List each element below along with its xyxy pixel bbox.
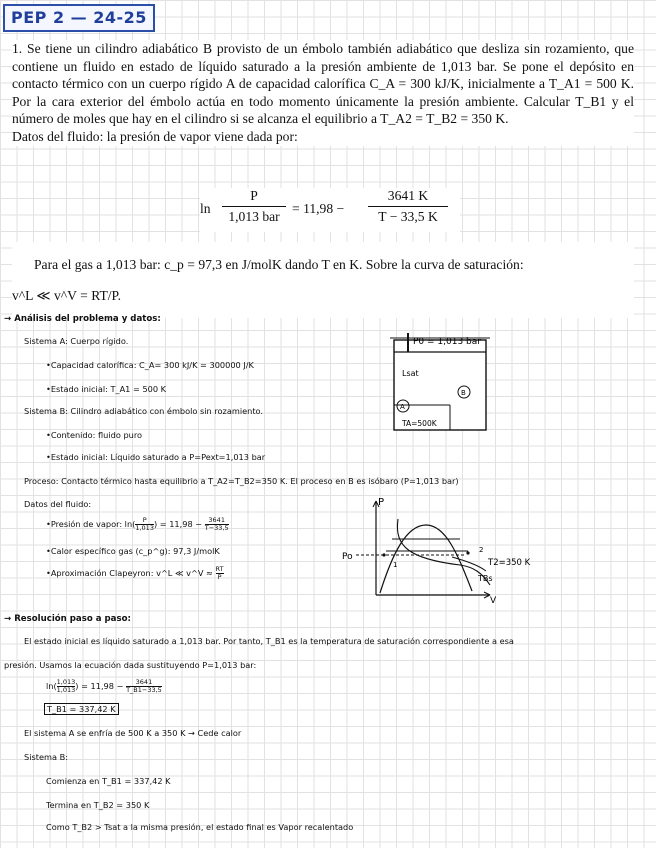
problem-paragraph-1: 1. Se tiene un cilindro adiabático B provisto de un émbolo también adiabático que desliza sin rozamiento, que contiene un fluido en estado de líquido saturado a la presión ambiente de 1,013 bar. Se pone el depósito en contacto térmico con un cuerpo rígido A de capacidad calorífica C_A = 300 kJ/K, inicialmente a T_A1 = 500 K. Por la cara exterior del émbolo actúa en todo momento únicamente la presión ambiente. Calcular T_B1 y el número de moles que hay en el cilindro si se alcanza el equilibrio a T_A2 = T_B2 = 350 K. (12, 41, 634, 127)
problem-paragraph-4: v^L ≪ v^V = RT/P. (12, 287, 121, 303)
isotherm-t2 (397, 519, 490, 585)
clap-frac (216, 566, 224, 581)
vapor-pressure-formula (200, 188, 460, 232)
cp-note: •Calor específico gas (c_p^g): 97,3 J/molK (46, 546, 220, 556)
resolution-heading: → Resolución paso a paso: (4, 614, 131, 624)
vapor-frac-2-den: T−33,5 (204, 524, 229, 532)
problem-statement-2 (12, 242, 634, 318)
tbs-label: TBs (478, 574, 493, 583)
formula-num-right: 3641 K (368, 188, 448, 207)
result-box (44, 704, 119, 714)
eq-frac-2-num: 3641 (126, 679, 162, 687)
sysA-initial: •Estado inicial: T_A1 = 500 K (46, 384, 167, 394)
axis-p-label: P (378, 497, 385, 508)
eq-frac-2 (126, 679, 162, 694)
problem-statement (12, 40, 634, 146)
eq-frac-1 (57, 679, 76, 694)
resolution-line-2: presión. Usamos la ecuación dada sustituyendo P=1,013 bar: (4, 660, 257, 670)
clap-label: •Aproximación Clapeyron: v^L ≪ v^V ≈ (46, 568, 213, 578)
clap-frac-num: RT (215, 565, 224, 573)
starts-line: Comienza en T_B1 = 337,42 K (46, 776, 171, 786)
analysis-heading: → Análisis del problema y datos: (4, 314, 161, 324)
liquid-label: Lsat (402, 369, 419, 378)
eq-left: ln( (46, 681, 57, 691)
sysA-capacity: •Capacidad calorífica: C_A= 300 kJ/K = 300000 J/K (46, 360, 254, 370)
cylinder-body (394, 340, 486, 430)
sysA-title: Sistema A: Cuerpo rígido. (24, 336, 129, 346)
point-2-dot (466, 551, 469, 554)
page-title: PEP 2 — 24-25 (3, 4, 155, 32)
point-2-label: 2 (479, 546, 484, 554)
formula-fraction-left (222, 188, 286, 225)
pressure-label: P0 = 1,013 bar (413, 337, 481, 347)
sysB-label: Sistema B: (24, 752, 68, 762)
vapor-frac-1-den: 1,013 (135, 524, 154, 532)
cylinder-sketch (388, 330, 490, 434)
vapor-frac-2-num: 3641 (205, 517, 229, 525)
temp-a-label: TA=500K (402, 419, 437, 428)
process-line: Proceso: Contacto térmico hasta equilibrio a T_A2=T_B2=350 K. El proceso en B es isóbaro (P=1,013 bar) (24, 476, 459, 486)
vapor-mid: ) = 11,98 − (153, 519, 203, 529)
problem-paragraph-3: Para el gas a 1,013 bar: c_p = 97,3 en J/molK dando T en K. Sobre la curva de saturación: (34, 256, 524, 272)
sysB-initial: •Estado inicial: Líquido saturado a P=Pext=1,013 bar (46, 452, 266, 462)
formula-ln: ln (200, 201, 211, 216)
p0-label: Po (342, 552, 353, 562)
point-1-label: 1 (393, 561, 398, 569)
resolution-line-1: El estado inicial es líquido saturado a 1,013 bar. Por tanto, T_B1 es la temperatura de saturación correspondiente a esa (24, 636, 514, 646)
eq-frac-1-den: 1,013 (56, 686, 76, 694)
vapor-frac-2 (205, 517, 229, 532)
cooling-line: El sistema A se enfría de 500 K a 350 K → Cede calor (24, 728, 242, 738)
final-line: Como T_B2 > Tsat a la misma presión, el estado final es Vapor recalentado (46, 822, 354, 832)
problem-paragraph-2: Datos del fluido: la presión de vapor viene dada por: (12, 128, 298, 144)
formula-fraction-right (368, 188, 448, 225)
isotherm-tbs (452, 557, 486, 571)
fluid-title: Datos del fluido: (24, 499, 92, 509)
label-a: A (400, 403, 405, 411)
t2-label: T2=350 K (488, 558, 531, 568)
vapor-frac-1 (135, 517, 154, 532)
point-1-dot (382, 553, 385, 556)
formula-den-right: T − 33,5 K (378, 209, 438, 224)
formula-den-left: 1,013 bar (228, 209, 280, 224)
axis-v-label: V (490, 596, 497, 606)
formula-num-left: P (222, 188, 286, 207)
pv-diagram (340, 495, 565, 607)
formula-middle: = 11,98 − (292, 201, 345, 216)
clap-frac-den: P (217, 573, 222, 581)
vapor-pressure-note (46, 517, 229, 532)
equation-note (46, 679, 162, 694)
clapeyron-note (46, 566, 224, 581)
sysB-content: •Contenido: fluido puro (46, 430, 143, 440)
vapor-label: •Presión de vapor: ln( (46, 519, 136, 529)
vapor-frac-1-num: P (135, 517, 154, 525)
eq-mid: ) = 11,98 − (75, 681, 124, 691)
eq-frac-2-den: T_B1−33,5 (126, 686, 162, 694)
ends-line: Termina en T_B2 = 350 K (46, 800, 150, 810)
result-text: T_B1 = 337,42 K (44, 703, 119, 715)
label-b: B (461, 389, 466, 397)
eq-frac-1-num: 1,013 (56, 678, 76, 686)
sysB-title: Sistema B: Cilindro adiabático con émbolo sin rozamiento. (24, 406, 264, 416)
